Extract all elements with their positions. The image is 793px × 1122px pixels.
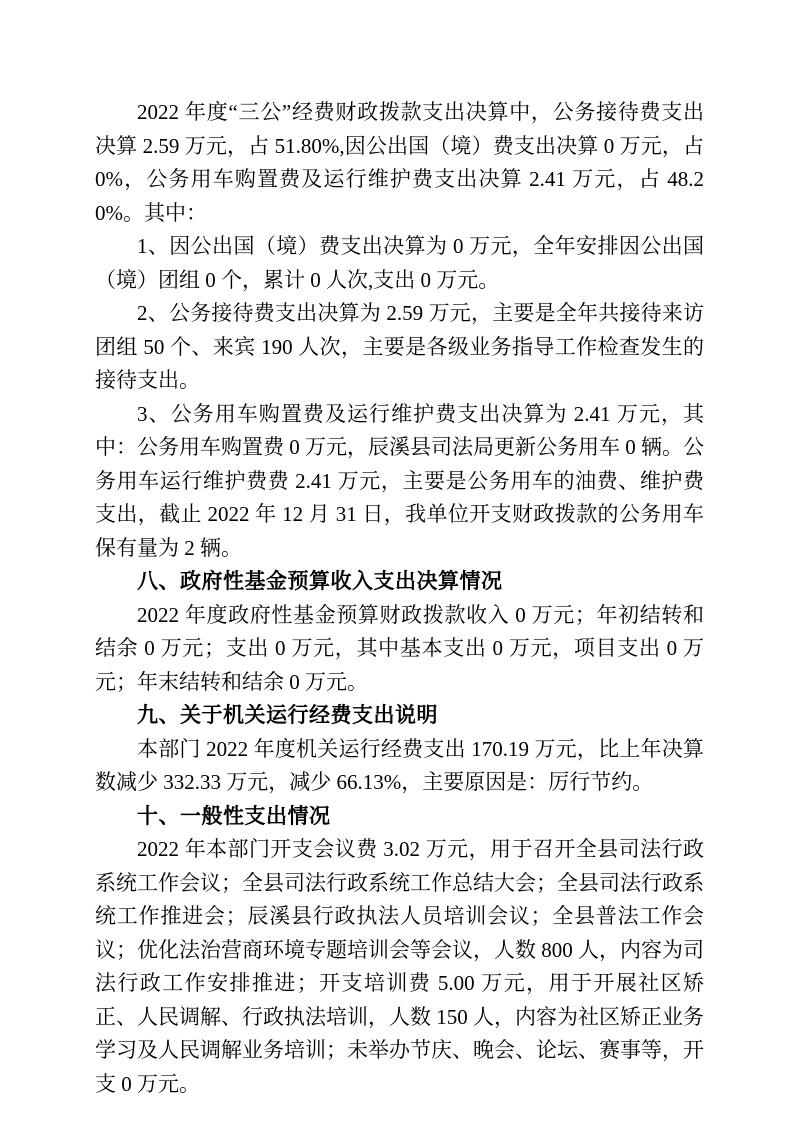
- section-heading-9-agency-operating-expense: 九、关于机关运行经费支出说明: [137, 704, 438, 727]
- paragraph-three-public-summary: 2022 年度“三公”经费财政拨款支出决算中，公务接待费支出决算 2.59 万元，占 51.80%,因公出国（境）费支出决算 0 万元，占 0%，公务用车购置费及运行维护费支出决算 2.41 万元，占 48.20%。其中：: [95, 100, 704, 225]
- paragraph-item-3-vehicle-expense: 3、公务用车购置费及运行维护费支出决算为 2.41 万元，其中：公务用车购置费 0 万元，辰溪县司法局更新公务用车 0 辆。公务用车运行维护费费 2.41 万元，主要是公务用车的油费、维护费支出，截止 2022 年 12 月 31 日，我单位开支财政拨款的公务用车保有量为 2 辆。: [95, 401, 704, 560]
- paragraph-item-1-abroad-expense: 1、因公出国（境）费支出决算为 0 万元，全年安排因公出国（境）团组 0 个，累计 0 人次,支出 0 万元。: [95, 234, 704, 292]
- document-content: [95, 96, 704, 1101]
- paragraph-government-fund-details: 2022 年度政府性基金预算财政拨款收入 0 万元；年初结转和结余 0 万元；支出 0 万元，其中基本支出 0 万元，项目支出 0 万元；年末结转和结余 0 万元。: [95, 602, 704, 694]
- section-heading-10-general-expense: 十、一般性支出情况: [137, 804, 331, 828]
- paragraph-item-2-reception-expense: 2、公务接待费支出决算为 2.59 万元，主要是全年共接待来访团组 50 个、来宾 190 人次，主要是各级业务指导工作检查发生的接待支出。: [95, 301, 704, 392]
- paragraph-agency-operating-expense-details: 本部门 2022 年度机关运行经费支出 170.19 万元，比上年决算数减少 332.33 万元，减少 66.13%，主要原因是：厉行节约。: [95, 736, 704, 794]
- section-heading-8-government-fund-budget: 八、政府性基金预算收入支出决算情况: [137, 570, 503, 593]
- paragraph-general-expense-details: 2022 年本部门开支会议费 3.02 万元，用于召开全县司法行政系统工作会议；全县司法行政系统工作总结大会；全县司法行政系统工作推进会；辰溪县行政执法人员培训会议；全县普法工作会议；优化法治营商环境专题培训会等会议，人数 800 人，内容为司法行政工作安排推进；开支培训费 5.00 万元，用于开展社区矫正、人民调解、行政执法培训，人数 150 人，内容为社区矫正业务学习及人民调解业务培训；未举办节庆、晚会、论坛、赛事等，开支 0 万元。: [95, 837, 704, 1096]
